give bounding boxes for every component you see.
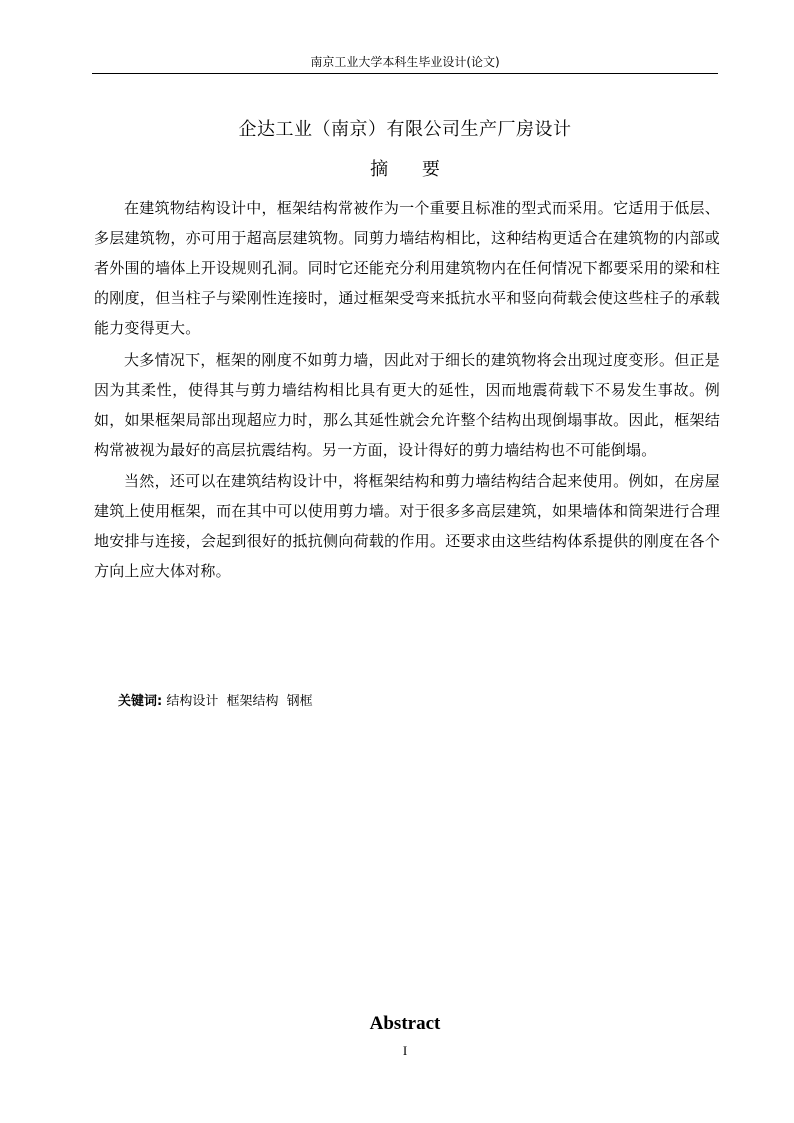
keyword-item: 框架结构	[226, 694, 279, 709]
keyword-item: 钢框	[286, 694, 313, 709]
page-number: I	[402, 1043, 408, 1058]
abstract-paragraph-2: 大多情况下，框架的刚度不如剪力墙，因此对于细长的建筑物将会出现过度变形。但正是因为其柔性，使得其与剪力墙结构相比具有更大的延性，因而地震荷载下不易发生事故。例如，如果框架局部出现超应力时，那么其延性就会允许整个结构出现倒塌事故。因此，框架结构常被视为最好的高层抗震结构。另一方面，设计得好的剪力墙结构也不可能倒塌。	[94, 350, 720, 459]
document-title: 企达工业（南京）有限公司生产厂房设计	[238, 119, 572, 140]
header-rule	[92, 73, 718, 74]
abstract-paragraph-3: 当然，还可以在建筑结构设计中，将框架结构和剪力墙结构结合起来使用。例如，在房屋建筑上使用框架，而在其中可以使用剪力墙。对于很多多高层建筑，如果墙体和筒架进行合理地安排与连接，会起到很好的抵抗侧向荷载的作用。还要求由这些结构体系提供的刚度在各个方向上应大体对称。	[94, 472, 720, 580]
abstract-heading: 摘 要	[370, 159, 454, 180]
running-header: 南京工业大学本科生毕业设计(论文)	[310, 55, 500, 69]
keyword-item: 结构设计	[166, 694, 219, 709]
keywords-label: 关键词:	[118, 694, 163, 709]
keywords-line	[118, 692, 317, 712]
abstract-body	[94, 193, 720, 588]
abstract-paragraph-1: 在建筑物结构设计中，框架结构常被作为一个重要且标准的型式而采用。它适用于低层、多层建筑物，亦可用于超高层建筑物。同剪力墙结构相比，这种结构更适合在建筑物的内部或者外围的墙体上开设规则孔洞。同时它还能充分利用建筑物内在任何情况下都要采用的梁和柱的刚度，但当柱子与梁刚性连接时，通过框架受弯来抵抗水平和竖向荷载会使这些柱子的承载能力变得更大。	[94, 199, 720, 337]
english-abstract-heading: Abstract	[369, 1013, 441, 1034]
